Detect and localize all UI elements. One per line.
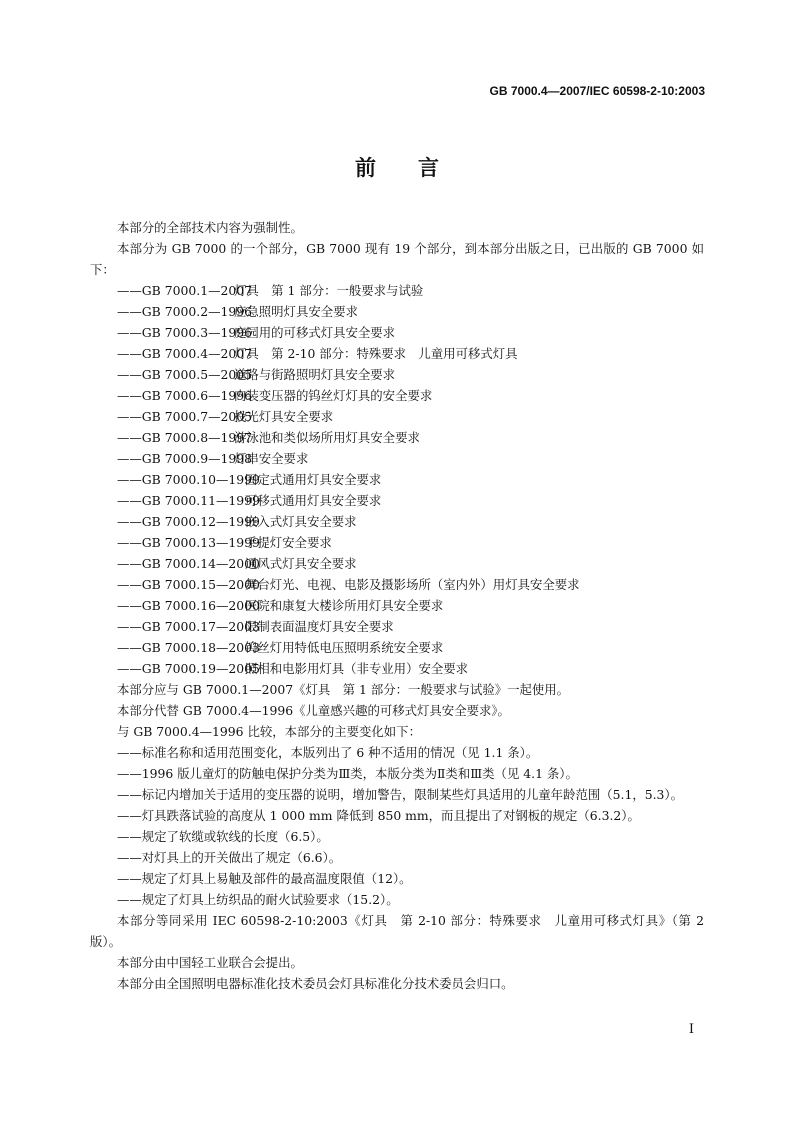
standard-item <box>90 343 704 364</box>
standards-list <box>90 280 704 679</box>
standard-title: 灯串安全要求 <box>234 451 309 466</box>
standard-item <box>90 616 704 637</box>
change-item: ——灯具跌落试验的高度从 1 000 mm 降低到 850 mm，而且提出了对钢板的规定（6.3.2）。 <box>117 808 640 823</box>
change-item: ——规定了灯具上易触及部件的最高温度限值（12）。 <box>117 871 412 886</box>
standard-code: ——GB 7000.11—1999 <box>117 493 260 508</box>
standard-item <box>90 469 704 490</box>
standard-code: ——GB 7000.7—2005 <box>117 409 253 424</box>
adoption-paragraph: 本部分等同采用 IEC 60598-2-10:2003《灯具 第 2-10 部分：特殊要求 儿童用可移式灯具》（第 2 版）。 <box>90 913 704 949</box>
replaces-paragraph: 本部分代替 GB 7000.4—1996《儿童感兴趣的可移式灯具安全要求》。 <box>117 703 510 718</box>
changes-list <box>90 742 704 910</box>
standard-item <box>90 595 704 616</box>
standard-item <box>90 637 704 658</box>
page-number: I <box>688 1022 694 1037</box>
standard-title: 应急照明灯具安全要求 <box>234 304 358 319</box>
standard-item <box>90 385 704 406</box>
standard-item <box>90 553 704 574</box>
standard-code: ——GB 7000.18—2003 <box>117 640 260 655</box>
standard-title: 投光灯具安全要求 <box>234 409 334 424</box>
standard-item <box>90 574 704 595</box>
standard-code: ——GB 7000.17—2003 <box>117 619 260 634</box>
intro-paragraph: 本部分的全部技术内容为强制性。 <box>117 220 303 235</box>
standard-code: ——GB 7000.15—2000 <box>117 577 260 592</box>
standard-code: ——GB 7000.9—1998 <box>117 451 253 466</box>
standard-item <box>90 532 704 553</box>
standard-code: ——GB 7000.8—1997 <box>117 430 253 445</box>
standard-title: 嵌入式灯具安全要求 <box>245 514 357 529</box>
change-item: ——规定了灯具上纺织品的耐火试验要求（15.2）。 <box>117 892 399 907</box>
standard-title: 灯具 第 2-10 部分：特殊要求 儿童用可移式灯具 <box>234 346 518 361</box>
standard-code: ——GB 7000.19—2005 <box>117 661 260 676</box>
standard-title: 舞台灯光、电视、电影及摄影场所（室内外）用灯具安全要求 <box>245 577 580 592</box>
changes-intro: 与 GB 7000.4—1996 比较，本部分的主要变化如下： <box>117 724 421 739</box>
standard-item <box>90 448 704 469</box>
standard-title: 钨丝灯用特低电压照明系统安全要求 <box>245 640 444 655</box>
standard-item <box>90 658 704 679</box>
change-item: ——标记内增加关于适用的变压器的说明，增加警告，限制某些灯具适用的儿童年龄范围（5.1，5.3）。 <box>117 787 684 802</box>
change-item: ——对灯具上的开关做出了规定（6.6）。 <box>117 850 342 865</box>
standard-code: ——GB 7000.1—2007 <box>117 283 253 298</box>
standard-title: 灯具 第 1 部分：一般要求与试验 <box>234 283 424 298</box>
change-item: ——规定了软缆或软线的长度（6.5）。 <box>117 829 329 844</box>
change-item: ——标准名称和适用范围变化，本版列出了 6 种不适用的情况（见 1.1 条）。 <box>117 745 539 760</box>
standard-code: ——GB 7000.14—2000 <box>117 556 260 571</box>
standard-item <box>90 490 704 511</box>
intro-paragraph: 本部分为 GB 7000 的一个部分，GB 7000 现有 19 个部分，到本部分出版之日，已出版的 GB 7000 如下： <box>90 241 704 277</box>
standard-title: 可移式通用灯具安全要求 <box>245 493 382 508</box>
standard-code: ——GB 7000.3—1996 <box>117 325 253 340</box>
standard-title: 照相和电影用灯具（非专业用）安全要求 <box>245 661 469 676</box>
standard-code: ——GB 7000.2—1996 <box>117 304 253 319</box>
committee-paragraph: 本部分由全国照明电器标准化技术委员会灯具标准化分技术委员会归口。 <box>117 976 514 991</box>
standard-code-header: GB 7000.4—2007/IEC 60598-2-10:2003 <box>489 84 705 98</box>
standard-item <box>90 511 704 532</box>
standard-title: 道路与街路照明灯具安全要求 <box>234 367 396 382</box>
standard-code: ——GB 7000.6—1996 <box>117 388 253 403</box>
standard-code: ——GB 7000.4—2007 <box>117 346 253 361</box>
standard-title: 医院和康复大楼诊所用灯具安全要求 <box>245 598 444 613</box>
change-item: ——1996 版儿童灯的防触电保护分类为Ⅲ类，本版分类为Ⅱ类和Ⅲ类（见 4.1 条）。 <box>117 766 578 781</box>
standard-item <box>90 280 704 301</box>
standard-code: ——GB 7000.5—2005 <box>117 367 253 382</box>
usage-paragraph: 本部分应与 GB 7000.1—2007《灯具 第 1 部分：一般要求与试验》一起使用。 <box>117 682 570 697</box>
standard-title: 庭园用的可移式灯具安全要求 <box>234 325 396 340</box>
standard-code: ——GB 7000.16—2000 <box>117 598 260 613</box>
page-title: 前言 <box>355 156 481 180</box>
standard-code: ——GB 7000.12—1999 <box>117 514 260 529</box>
document-body <box>90 217 704 994</box>
standard-item <box>90 427 704 448</box>
standard-title: 游泳池和类似场所用灯具安全要求 <box>234 430 420 445</box>
standard-title: 手提灯安全要求 <box>245 535 332 550</box>
standard-item <box>90 364 704 385</box>
standard-title: 固定式通用灯具安全要求 <box>245 472 382 487</box>
standard-item <box>90 322 704 343</box>
standard-code: ——GB 7000.10—1999 <box>117 472 260 487</box>
proposer-paragraph: 本部分由中国轻工业联合会提出。 <box>117 955 303 970</box>
standard-item <box>90 406 704 427</box>
standard-title: 通风式灯具安全要求 <box>245 556 357 571</box>
standard-title: 内装变压器的钨丝灯灯具的安全要求 <box>234 388 433 403</box>
standard-code: ——GB 7000.13—1999 <box>117 535 260 550</box>
standard-title: 限制表面温度灯具安全要求 <box>245 619 394 634</box>
standard-item <box>90 301 704 322</box>
